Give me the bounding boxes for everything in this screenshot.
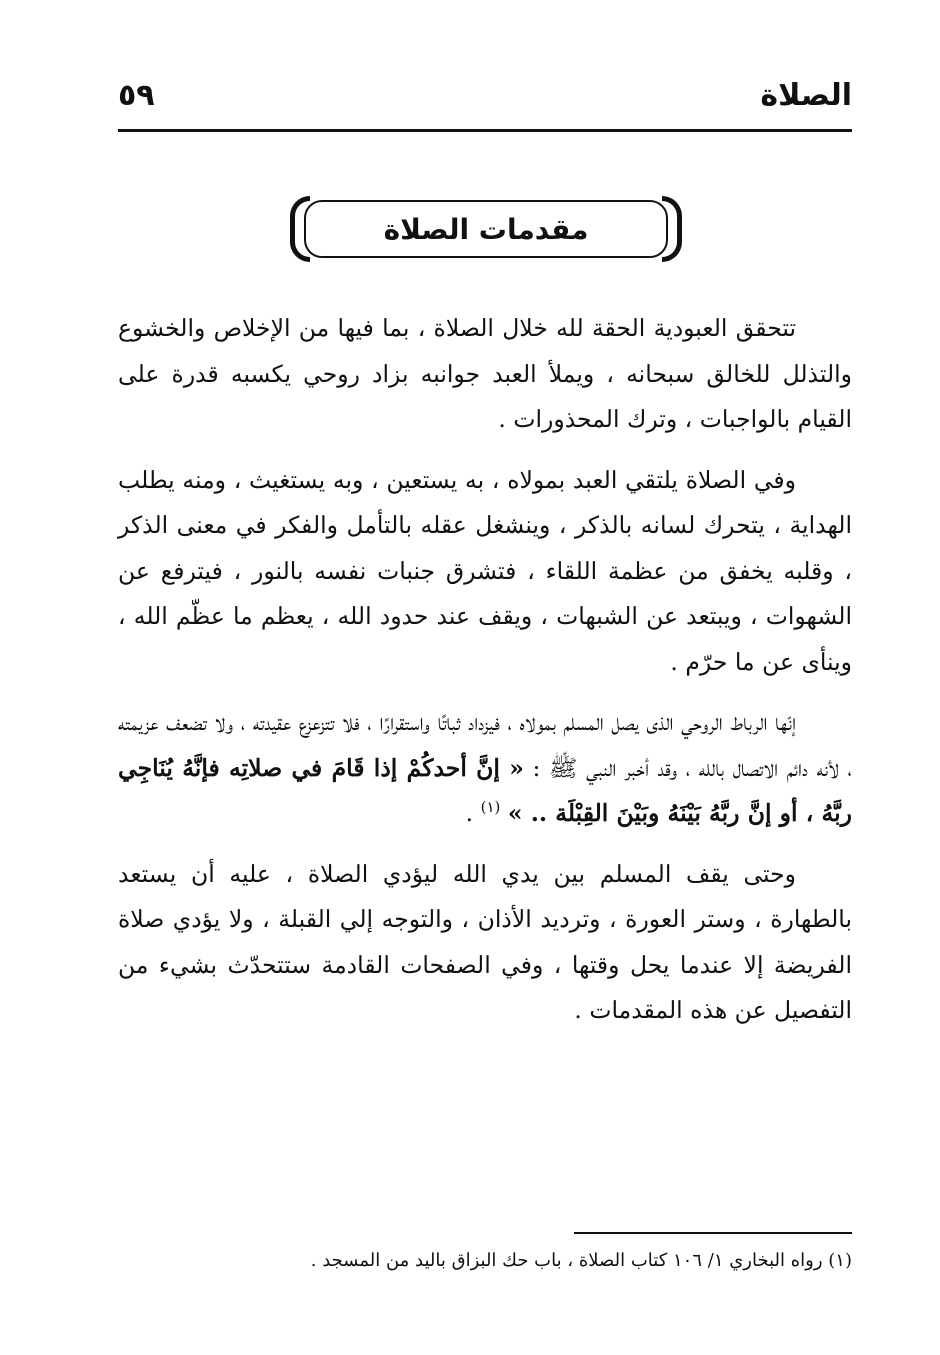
paragraph-3-end: . — [465, 799, 474, 827]
section-title-box — [304, 200, 668, 258]
footnote: (١) رواه البخاري ١/ ١٠٦ كتاب الصلاة ، باب حك البزاق باليد من المسجد . — [310, 1250, 852, 1271]
paragraph-3 — [118, 700, 852, 837]
header-rule — [118, 129, 852, 132]
page-number: ٥٩ — [118, 78, 155, 113]
body-text — [118, 306, 852, 1049]
footnote-rule — [574, 1232, 852, 1234]
paragraph-4: وحتى يقف المسلم بين يدي الله ليؤدي الصلاة ، عليه أن يستعد بالطهارة ، وستر العورة ، وترديد الأذان ، والتوجه إلي القبلة ، ولا يؤدي صلاة الفريضة إلا عندما يحل وقتها ، وفي الصفحات القادمة ستتحدّث بشيء من التفصيل عن هذه المقدمات . — [118, 859, 852, 1024]
section-title: مقدمات الصلاة — [383, 212, 589, 246]
page-header — [118, 72, 852, 130]
hadith-quote: « إنَّ أحدكُمْ إذا قَامَ في صلاتِه فإنَّهُ يُنَاجِي ربَّهُ ، أو إنَّ ربَّهُ بَيْنَهُ وبَيْنَ القِبْلَة .. » — [118, 753, 852, 827]
paragraph-1: تتحقق العبودية الحقة لله خلال الصلاة ، بما فيها من الإخلاص والخشوع والتذلل للخالق سبحانه ، ويملأ العبد جوانبه بزاد روحي يكسبه قدرة على القيام بالواجبات ، وترك المحذورات . — [118, 314, 852, 433]
running-title: الصلاة — [760, 78, 852, 113]
paragraph-3-text: إنّها الرباط الروحي الذى يصل المسلم بمولاه ، فيزداد ثباتًا واستقرارًا ، فلا تتزعزع عقيدته ، ولا تضعف عزيمته ، لأنه دائم الاتصال بالله ، وقد أخبر النبي ﷺ : — [118, 708, 852, 782]
section-title-frame — [290, 196, 682, 266]
paragraph-2: وفي الصلاة يلتقي العبد بمولاه ، به يستعين ، وبه يستغيث ، ومنه يطلب الهداية ، يتحرك لسانه بالذكر ، وينشغل عقله بالتأمل والفكر في معنى الذكر ، وقلبه يخفق من عظمة اللقاء ، فتشرق جنبات نفسه بالنور ، فيترفع عن الشهوات ، ويبتعد عن الشبهات ، ويقف عند حدود الله ، يعظم ما عظّم الله ، وينأى عن ما حرّم . — [118, 465, 852, 676]
footnote-reference: (١) — [480, 798, 501, 817]
